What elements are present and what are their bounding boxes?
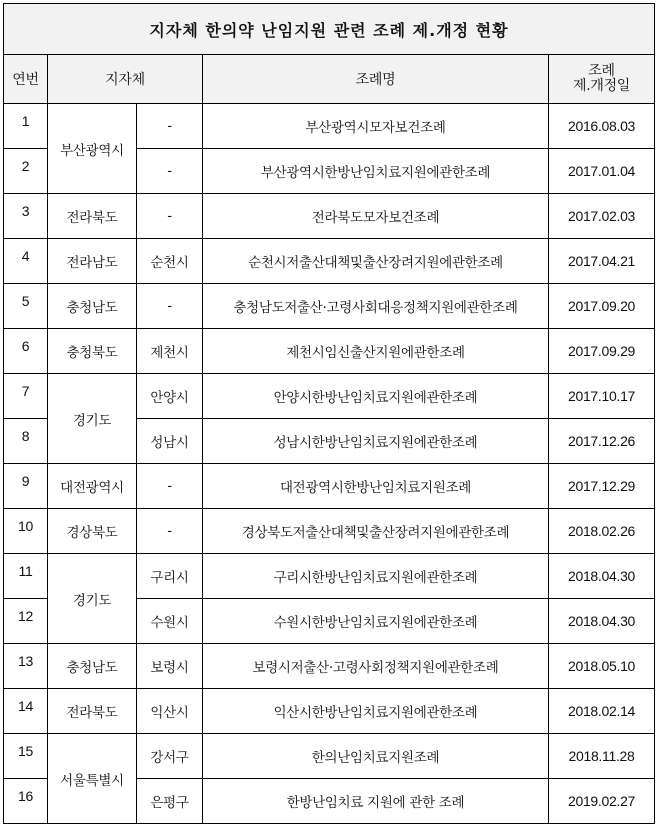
ordinance-cell: 한의난임치료지원조례 [203, 734, 549, 779]
table-row [4, 554, 655, 599]
row-num: 2 [21, 157, 30, 174]
row-num-cell [4, 779, 48, 824]
header-date-line1: 조례 [588, 63, 615, 79]
header-date [549, 55, 655, 104]
city-cell: - [137, 104, 203, 149]
province-cell: 충청북도 [48, 329, 137, 374]
ordinance-cell: 구리시한방난임치료지원에관한조례 [203, 554, 549, 599]
ordinance-cell: 경상북도저출산대책및출산장려지원에관한조례 [203, 509, 549, 554]
table-title-row [4, 4, 655, 55]
province-cell: 전라남도 [48, 239, 137, 284]
date-cell: 2018.04.30 [549, 599, 655, 644]
province-cell: 대전광역시 [48, 464, 137, 509]
table-row [4, 509, 655, 554]
ordinance-cell: 부산광역시모자보건조례 [203, 104, 549, 149]
city-cell: 수원시 [137, 599, 203, 644]
table-row [4, 329, 655, 374]
ordinance-status-table [3, 3, 655, 824]
city-cell: - [137, 194, 203, 239]
row-num: 16 [18, 787, 33, 804]
row-num: 10 [18, 517, 33, 534]
row-num: 12 [18, 607, 33, 624]
row-num-cell [4, 374, 48, 419]
date-cell: 2019.02.27 [549, 779, 655, 824]
table-row [4, 239, 655, 284]
table-row [4, 689, 655, 734]
city-cell: 익산시 [137, 689, 203, 734]
row-num-cell [4, 239, 48, 284]
table-row [4, 464, 655, 509]
ordinance-cell: 충청남도저출산·고령사회대응정책지원에관한조례 [203, 284, 549, 329]
row-num-cell [4, 734, 48, 779]
row-num: 13 [18, 652, 33, 669]
city-cell: 안양시 [137, 374, 203, 419]
ordinance-cell: 안양시한방난임치료지원에관한조례 [203, 374, 549, 419]
province-cell: 경상북도 [48, 509, 137, 554]
province-cell: 전라북도 [48, 689, 137, 734]
city-cell: 제천시 [137, 329, 203, 374]
city-cell: 구리시 [137, 554, 203, 599]
row-num: 8 [21, 427, 30, 444]
row-num: 14 [18, 697, 33, 714]
table-row [4, 644, 655, 689]
date-cell: 2017.04.21 [549, 239, 655, 284]
row-num-cell [4, 149, 48, 194]
row-num: 11 [18, 562, 33, 579]
row-num: 5 [21, 292, 30, 309]
ordinance-cell: 전라북도모자보건조례 [203, 194, 549, 239]
ordinance-cell: 부산광역시한방난임치료지원에관한조례 [203, 149, 549, 194]
table-row [4, 104, 655, 149]
date-cell: 2017.12.29 [549, 464, 655, 509]
row-num-cell [4, 419, 48, 464]
table-header-row [4, 55, 655, 104]
date-cell: 2018.04.30 [549, 554, 655, 599]
table-row [4, 284, 655, 329]
row-num: 7 [21, 382, 30, 399]
header-ordinance: 조례명 [203, 55, 549, 104]
province-cell: 충청남도 [48, 284, 137, 329]
city-cell: 순천시 [137, 239, 203, 284]
date-cell: 2018.11.28 [549, 734, 655, 779]
ordinance-cell: 수원시한방난임치료지원에관한조례 [203, 599, 549, 644]
ordinance-cell: 순천시저출산대책및출산장려지원에관한조례 [203, 239, 549, 284]
province-cell: 전라북도 [48, 194, 137, 239]
city-cell: - [137, 284, 203, 329]
date-cell: 2017.01.04 [549, 149, 655, 194]
date-cell: 2017.09.29 [549, 329, 655, 374]
province-cell: 경기도 [48, 374, 137, 464]
row-num: 4 [21, 247, 30, 264]
city-cell: - [137, 464, 203, 509]
header-local-gov: 지자체 [48, 55, 203, 104]
ordinance-cell: 성남시한방난임치료지원에관한조례 [203, 419, 549, 464]
row-num-cell [4, 599, 48, 644]
city-cell: 강서구 [137, 734, 203, 779]
province-cell: 부산광역시 [48, 104, 137, 194]
ordinance-cell: 제천시임신출산지원에관한조례 [203, 329, 549, 374]
row-num: 3 [21, 202, 30, 219]
city-cell: - [137, 509, 203, 554]
date-cell: 2018.02.14 [549, 689, 655, 734]
row-num-cell [4, 284, 48, 329]
table-row [4, 374, 655, 419]
table-title: 지자체 한의약 난임지원 관련 조례 제.개정 현황 [4, 4, 655, 55]
row-num: 6 [21, 337, 30, 354]
row-num: 1 [21, 112, 30, 129]
date-cell: 2017.09.20 [549, 284, 655, 329]
row-num-cell [4, 329, 48, 374]
row-num-cell [4, 104, 48, 149]
city-cell: 보령시 [137, 644, 203, 689]
table-row [4, 194, 655, 239]
row-num: 15 [18, 742, 33, 759]
province-cell: 서울특별시 [48, 734, 137, 824]
province-cell: 경기도 [48, 554, 137, 644]
date-cell: 2017.02.03 [549, 194, 655, 239]
header-date-line2: 제.개정일 [572, 78, 631, 94]
row-num-cell [4, 464, 48, 509]
table-row [4, 734, 655, 779]
city-cell: 성남시 [137, 419, 203, 464]
date-cell: 2018.02.26 [549, 509, 655, 554]
row-num-cell [4, 509, 48, 554]
header-num: 연번 [4, 55, 48, 104]
date-cell: 2017.12.26 [549, 419, 655, 464]
date-cell: 2017.10.17 [549, 374, 655, 419]
row-num: 9 [21, 472, 30, 489]
row-num-cell [4, 554, 48, 599]
ordinance-cell: 익산시한방난임치료지원에관한조례 [203, 689, 549, 734]
date-cell: 2016.08.03 [549, 104, 655, 149]
city-cell: - [137, 149, 203, 194]
row-num-cell [4, 194, 48, 239]
ordinance-cell: 보령시저출산·고령사회정책지원에관한조례 [203, 644, 549, 689]
province-cell: 충청남도 [48, 644, 137, 689]
ordinance-cell: 대전광역시한방난임치료지원조례 [203, 464, 549, 509]
ordinance-cell: 한방난임치료 지원에 관한 조례 [203, 779, 549, 824]
city-cell: 은평구 [137, 779, 203, 824]
row-num-cell [4, 644, 48, 689]
row-num-cell [4, 689, 48, 734]
date-cell: 2018.05.10 [549, 644, 655, 689]
